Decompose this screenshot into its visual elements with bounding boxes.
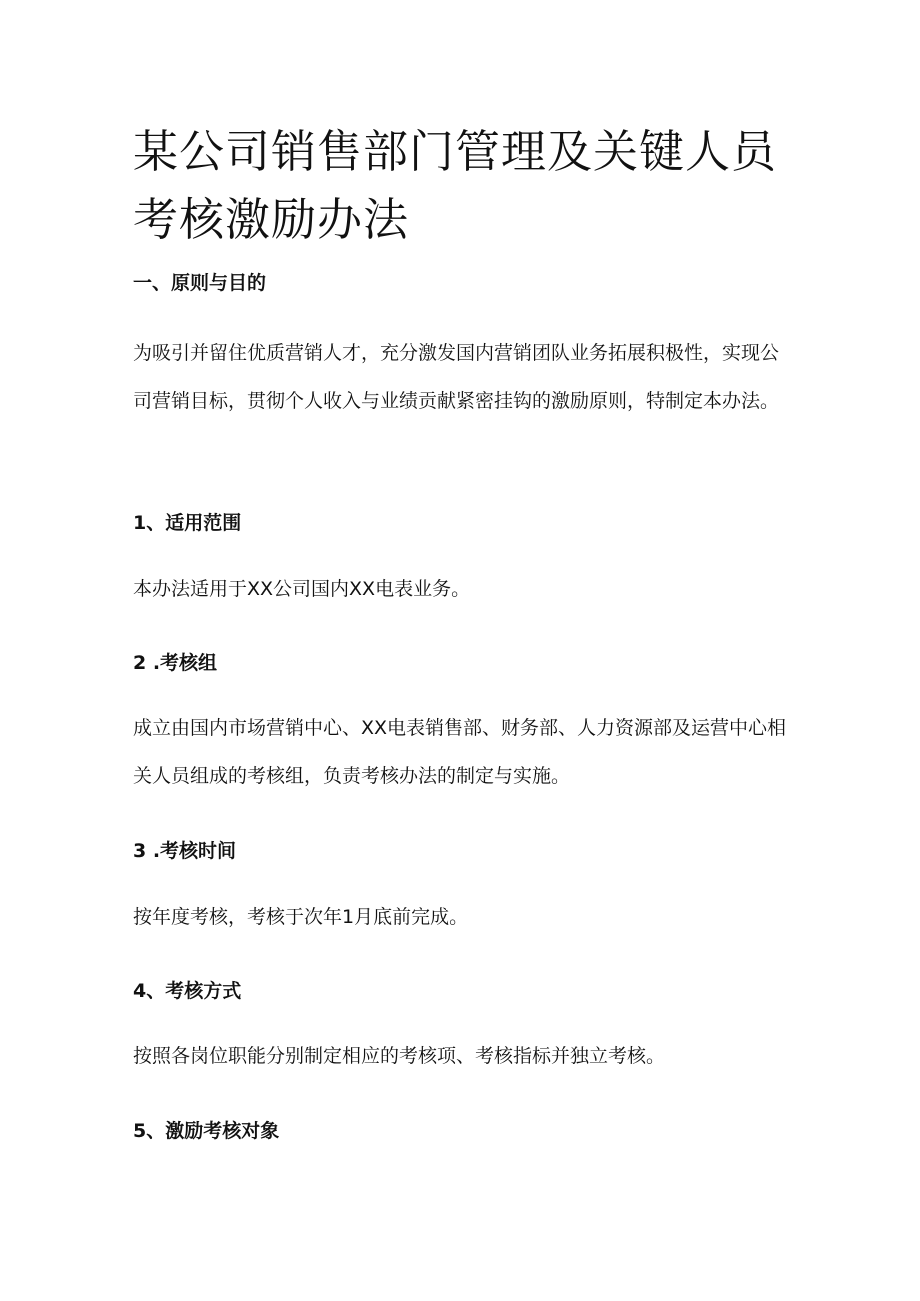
section-heading-assessment-group: 2 .考核组 <box>133 652 218 674</box>
section-heading-principles: 一、原则与目的 <box>133 272 267 294</box>
section-body-assessment-group: 成立由国内市场营销中心、XX电表销售部、财务部、人力资源部及运营中心相关人员组成的考核组，负责考核办法的制定与实施。 <box>133 717 787 787</box>
section-heading-assessment-time: 3 .考核时间 <box>133 840 237 862</box>
section-body-assessment-method: 按照各岗位职能分别制定相应的考核项、考核指标并独立考核。 <box>133 1045 666 1067</box>
document-title: 某公司销售部门管理及关键人员考核激励办法 <box>133 125 778 246</box>
section-heading-assessment-method: 4、考核方式 <box>133 980 242 1002</box>
section-heading-incentive-targets: 5、激励考核对象 <box>133 1120 280 1142</box>
section-heading-scope: 1、适用范围 <box>133 512 242 534</box>
section-body-principles: 为吸引并留住优质营销人才，充分激发国内营销团队业务拓展积极性，实现公司营销目标，贯彻个人收入与业绩贡献紧密挂钩的激励原则，特制定本办法。 <box>133 342 780 412</box>
section-body-scope: 本办法适用于XX公司国内XX电表业务。 <box>133 578 471 600</box>
section-body-assessment-time: 按年度考核，考核于次年1月底前完成。 <box>133 906 469 928</box>
